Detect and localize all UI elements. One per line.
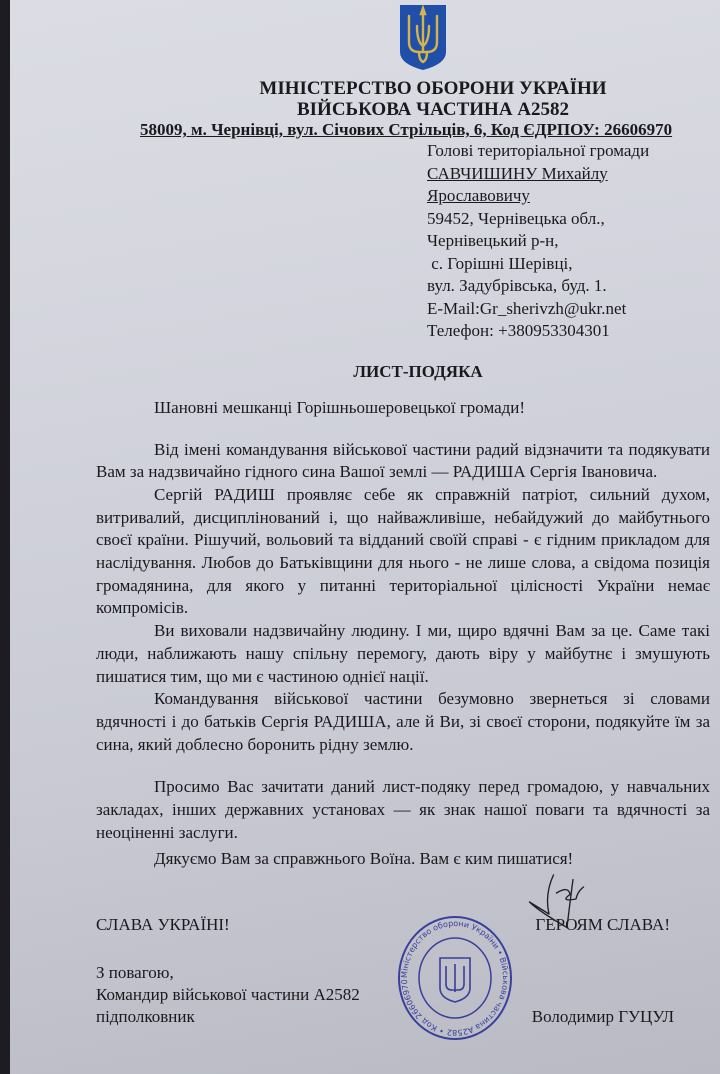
coat-of-arms-icon [397, 2, 449, 72]
stamp-trident-icon [440, 958, 470, 1002]
stamp-text: Міністерство оборони України • Військова частина А2582 • Код 26606970 [399, 919, 511, 1038]
signer-name: Володимир ГУЦУЛ [531, 1007, 674, 1027]
slogan-glory-ukraine: СЛАВА УКРАЇНІ! [96, 915, 230, 935]
recipient-email: E-Mail:Gr_sherivzh@ukr.net [427, 298, 627, 318]
thanks-row [96, 848, 710, 908]
paragraph: Командування військової частини безумовно звернеться зі словами вдячності і до батьків Сергія РАДИША, але й Ви, зі своєї сторони, подякуйте їм за сина, який доблесно боронить рідну землю. [96, 689, 710, 754]
paragraph: Просимо Вас зачитати даний лист-подяку перед громадою, у навчальних закладах, інших державних установах — як знак нашої поваги та вдячності за неоціненні заслуги. [96, 777, 710, 842]
sender-address: 58009, м. Чернівці, вул. Січових Стрільців, 6, Код ЄДРПОУ: 26606970 [140, 120, 673, 139]
paragraph: Ви виховали надзвичайну людину. І ми, щиро вдячні Вам за це. Саме такі люди, наближають нашу спільну перемогу, дають віру у майбутнє і змушують пишатися тим, що ми є частиною однієї нації. [96, 621, 710, 686]
recipient-phone: Телефон: +380953304301 [427, 321, 610, 340]
emblem-container [96, 2, 710, 72]
thanks-line: Дякуємо Вам за справжнього Воїна. Вам є ким пишатися! [154, 849, 574, 869]
recipient-line: вул. Задубрівська, буд. 1. [427, 276, 607, 295]
paragraph: Сергій РАДИШ проявляє себе як справжній патріот, сильний духом, витривалий, дисциплінований і, що найважливіше, небайдужий до майбутнього своєї країни. Рішучий, вольовий та відданий своїй справі - є гідним прикладом для наслідування. Любов до Батьківщини для нього - не лише слова, а свідома позиція громадянина, для якого у питанні територіальної цілісності України немає компромісів. [96, 484, 710, 618]
ministry-name: МІНІСТЕРСТВО ОБОРОНИ УКРАЇНИ [259, 78, 607, 99]
recipient-block [427, 140, 710, 343]
recipient-line: 59452, Чернівецька обл., [427, 208, 605, 228]
greeting: Шановні мешканці Горішньошеровецької громади! [154, 397, 526, 417]
closing: З повагою, [96, 963, 174, 983]
recipient-line: Голові територіальної громади [427, 141, 650, 160]
closing-area [96, 914, 710, 1064]
recipient-line: Ярославовичу [427, 186, 530, 205]
recipient-line: Чернівецький р-н, [427, 231, 559, 250]
official-stamp [396, 914, 514, 1042]
signer-position: Командир військової частини А2582 [96, 985, 360, 1005]
slogan-glory-heroes: ГЕРОЯМ СЛАВА! [535, 915, 670, 935]
recipient-line: САВЧИШИНУ Михайлу [427, 163, 608, 183]
letter-page [10, 0, 720, 1074]
signer-rank: підполковник [96, 1007, 195, 1027]
recipient-line: с. Горішні Шерівці, [427, 253, 573, 273]
military-unit-name: ВІЙСЬКОВА ЧАСТИНА А2582 [296, 99, 570, 120]
letter-title: ЛИСТ-ПОДЯКА [353, 361, 483, 381]
paragraph: Від імені командування військової частини радий відзначити та подякувати Вам за надзвичайно гідного сина Вашої землі — РАДИША Сергія Івановича. [96, 439, 710, 482]
